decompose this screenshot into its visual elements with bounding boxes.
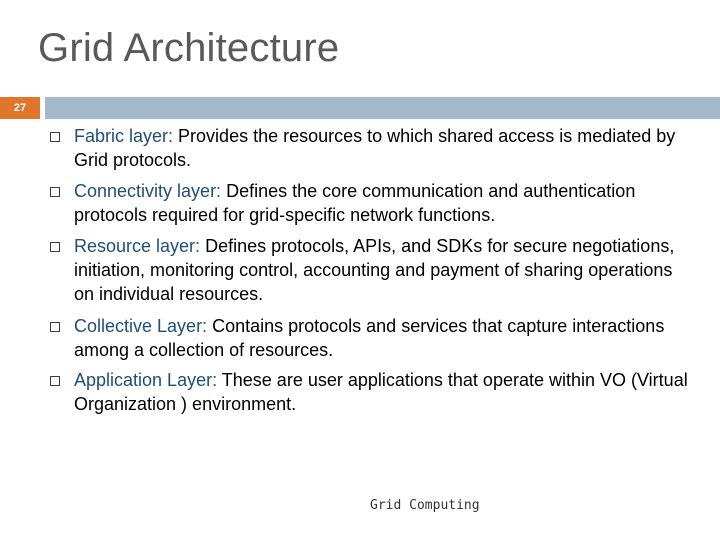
bullet-item-connectivity <box>50 179 690 227</box>
bullet-text <box>74 234 690 306</box>
square-bullet-icon <box>50 187 60 197</box>
bullet-description: Provides the resources to which shared access is mediated by Grid protocols. <box>74 126 676 170</box>
bullet-term: Application Layer: <box>74 370 218 390</box>
bullet-item-application <box>50 368 690 416</box>
square-bullet-icon <box>50 242 60 252</box>
page-number-badge: 27 <box>0 97 40 119</box>
slide-footer: Grid Computing <box>370 498 480 513</box>
bullet-item-fabric <box>50 124 690 172</box>
bullet-item-collective <box>50 314 690 362</box>
bullet-term: Collective Layer: <box>74 316 208 336</box>
square-bullet-icon <box>50 322 60 332</box>
bullet-description: These are user applications that operate within VO (Virtual Organization ) environment. <box>74 370 688 414</box>
square-bullet-icon <box>50 376 60 386</box>
bullet-description: Defines the core communication and authentication protocols required for grid-specific network functions. <box>74 181 636 225</box>
bullet-term: Fabric layer: <box>74 126 174 146</box>
square-bullet-icon <box>50 132 60 142</box>
bullet-term: Resource layer: <box>74 236 201 256</box>
bullet-description: Contains protocols and services that capture interactions among a collection of resources. <box>74 316 665 360</box>
bullet-description: Defines protocols, APIs, and SDKs for secure negotiations, initiation, monitoring control, accounting and payment of sharing operations on individual resources. <box>74 236 675 304</box>
slide-title: Grid Architecture <box>38 26 340 70</box>
bullet-text <box>74 179 690 227</box>
bullet-term: Connectivity layer: <box>74 181 222 201</box>
bullet-text <box>74 314 690 362</box>
bullet-text <box>74 124 690 172</box>
bullet-text <box>74 368 690 416</box>
bullet-item-resource <box>50 234 690 306</box>
